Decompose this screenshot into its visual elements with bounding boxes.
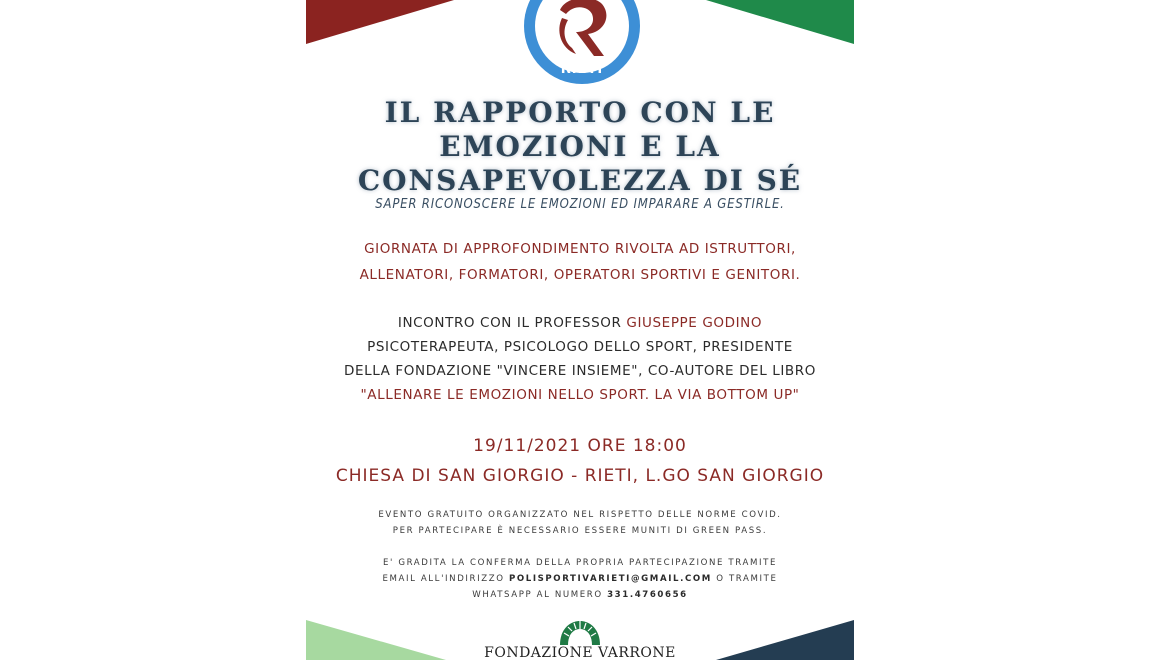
email-suffix: O TRAMITE	[716, 574, 778, 584]
speaker-prefix: INCONTRO CON IL PROFESSOR	[397, 315, 622, 331]
notes-spacer	[306, 539, 854, 555]
email-prefix: EMAIL ALL'INDIRIZZO	[382, 574, 505, 584]
notes-line-1: EVENTO GRATUITO ORGANIZZATO NEL RISPETTO DELLE NORME COVID.	[378, 510, 782, 520]
page-title	[306, 96, 854, 198]
notes-line-3: E' GRADITA LA CONFERMA DELLA PROPRIA PARTECIPAZIONE TRAMITE	[383, 558, 777, 568]
top-right-green-triangle	[706, 0, 854, 44]
speaker-line-1	[306, 311, 854, 335]
event-details	[306, 431, 854, 491]
contact-phone[interactable]: 331.4760656	[607, 590, 688, 600]
notes-line-5	[306, 587, 854, 603]
subtitle: SAPER RICONOSCERE LE EMOZIONI ED IMPARARE A GESTIRLE.	[375, 197, 785, 212]
logo-text: RIETI	[560, 62, 604, 77]
phone-prefix: WHATSAPP AL NUMERO	[472, 590, 603, 600]
speaker-info	[306, 311, 854, 407]
title-line-1: IL RAPPORTO CON LE	[384, 96, 776, 129]
event-poster	[306, 0, 854, 660]
top-left-red-triangle	[306, 0, 454, 44]
fondazione-varrone-arch-icon	[558, 619, 602, 647]
intro-line-1: GIORNATA DI APPROFONDIMENTO RIVOLTA AD ISTRUTTORI,	[364, 241, 796, 257]
title-line-2: EMOZIONI E LA	[439, 130, 721, 163]
speaker-line-3: DELLA FONDAZIONE "VINCERE INSIEME", CO-AUTORE DEL LIBRO	[344, 363, 816, 379]
speaker-name: GIUSEPPE GODINO	[626, 315, 763, 331]
speaker-line-2: PSICOTERAPEUTA, PSICOLOGO DELLO SPORT, PRESIDENTE	[367, 339, 793, 355]
intro-text	[306, 236, 854, 288]
event-place: CHIESA DI SAN GIORGIO - RIETI, L.GO SAN GIORGIO	[335, 466, 825, 486]
notes-line-4	[306, 571, 854, 587]
r-monogram-icon	[546, 0, 618, 62]
title-line-3: CONSAPEVOLEZZA DI SÉ	[357, 164, 803, 197]
notes-line-2: PER PARTECIPARE È NECESSARIO ESSERE MUNITI DI GREEN PASS.	[392, 526, 768, 536]
polisportiva-rieti-logo	[524, 0, 640, 84]
event-notes	[306, 507, 854, 603]
sponsor-name: FONDAZIONE VARRONE	[484, 645, 676, 660]
intro-line-2: ALLENATORI, FORMATORI, OPERATORI SPORTIVI E GENITORI.	[359, 267, 801, 283]
event-datetime: 19/11/2021 ORE 18:00	[473, 436, 687, 456]
book-title: "ALLENARE LE EMOZIONI NELLO SPORT. LA VIA BOTTOM UP"	[360, 387, 800, 403]
contact-email[interactable]: POLISPORTIVARIETI@GMAIL.COM	[508, 574, 712, 584]
